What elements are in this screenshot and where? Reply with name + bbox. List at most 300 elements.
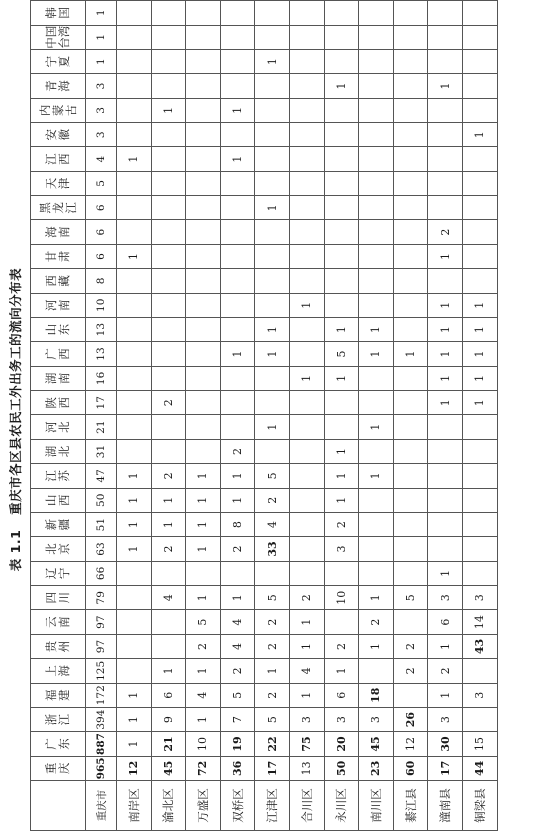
count-cell-guangxi: 1 (220, 342, 255, 366)
count-cell-hainan (393, 220, 428, 244)
count-cell-guizhou: 2 (255, 634, 290, 658)
migration-flow-table (30, 0, 498, 831)
count-cell-gansu (324, 244, 359, 268)
count-cell-yunnan: 1 (289, 610, 324, 634)
count-cell-ningxia (359, 49, 394, 73)
count-cell-qinghai: 3 (86, 74, 117, 98)
count-cell-xinjiang: 51 (86, 512, 117, 536)
count-cell-hainan (151, 220, 186, 244)
destination-label-line: 东 (57, 738, 71, 750)
count-cell-anhui (151, 123, 186, 147)
destination-label-line: 海 (44, 226, 58, 238)
table-row (359, 1, 394, 831)
count-cell-liaoning: 66 (86, 561, 117, 585)
count-cell-ningxia (220, 49, 255, 73)
count-cell-tianjin: 5 (86, 171, 117, 195)
count-cell-qinghai (220, 74, 255, 98)
destination-label-line: 陕 (44, 397, 58, 409)
count-cell-neimenggu (324, 98, 359, 122)
count-cell-fujian: 3 (462, 683, 497, 707)
count-cell-xizang (117, 269, 152, 293)
destination-label-line: 西 (57, 397, 71, 409)
count-cell-fujian: 18 (359, 683, 394, 707)
count-cell-neimenggu (186, 98, 221, 122)
count-cell-taiwan (255, 25, 290, 49)
count-cell-heilongjiang (324, 196, 359, 220)
count-cell-xizang (428, 269, 463, 293)
count-cell-korea (186, 1, 221, 26)
destination-label-line: 广 (44, 738, 58, 750)
count-cell-tianjin (462, 171, 497, 195)
count-cell-taiwan (117, 25, 152, 49)
count-cell-anhui (186, 123, 221, 147)
count-cell-hunan: 1 (428, 366, 463, 390)
destination-label-line: 湖 (44, 445, 58, 458)
count-cell-gansu (359, 244, 394, 268)
count-cell-qinghai: 1 (324, 74, 359, 98)
count-cell-hebei (428, 415, 463, 439)
count-cell-heilongjiang (359, 196, 394, 220)
count-cell-xinjiang: 1 (186, 512, 221, 536)
count-cell-chongqing: 50 (324, 756, 359, 780)
count-cell-shandong: 1 (324, 317, 359, 341)
count-cell-shanghai: 1 (255, 659, 290, 683)
count-cell-neimenggu (393, 98, 428, 122)
count-cell-hebei (186, 415, 221, 439)
count-cell-ningxia: 1 (86, 49, 117, 73)
count-cell-gansu: 1 (117, 244, 152, 268)
count-cell-shanghai: 1 (186, 659, 221, 683)
destination-header-taiwan (31, 25, 86, 49)
count-cell-shaanxi (255, 391, 290, 415)
count-cell-hebei (151, 415, 186, 439)
count-cell-korea (255, 1, 290, 26)
table-row (428, 1, 463, 831)
count-cell-zhejiang: 3 (289, 707, 324, 731)
count-cell-anhui: 1 (462, 123, 497, 147)
table-row (393, 1, 428, 831)
destination-header-zhejiang (31, 707, 86, 731)
count-cell-shanxi (359, 488, 394, 512)
count-cell-shanxi: 1 (220, 488, 255, 512)
count-cell-shaanxi (324, 391, 359, 415)
destination-header-sichuan (31, 586, 86, 610)
destination-label-line: 内 (37, 104, 52, 117)
destination-label-line: 江 (44, 470, 58, 482)
count-cell-guangdong: 20 (324, 732, 359, 756)
count-cell-xinjiang: 1 (151, 512, 186, 536)
count-cell-xinjiang (393, 512, 428, 536)
count-cell-shandong (117, 317, 152, 341)
count-cell-yunnan (117, 610, 152, 634)
count-cell-tianjin (324, 171, 359, 195)
destination-header-jiangxi (31, 147, 86, 171)
destination-label-line: 南 (57, 299, 71, 311)
count-cell-heilongjiang (393, 196, 428, 220)
destination-header-gansu (31, 244, 86, 268)
count-cell-tianjin (255, 171, 290, 195)
count-cell-ningxia (289, 49, 324, 73)
count-cell-hainan (324, 220, 359, 244)
count-cell-fujian: 2 (255, 683, 290, 707)
count-cell-taiwan (324, 25, 359, 49)
destination-header-tianjin (31, 171, 86, 195)
destination-label-line: 四 (44, 592, 58, 604)
count-cell-shanxi: 2 (255, 488, 290, 512)
count-cell-shanxi: 1 (324, 488, 359, 512)
count-cell-jiangxi: 1 (117, 147, 152, 171)
destination-label-line: 建 (57, 689, 71, 701)
count-cell-jiangxi (186, 147, 221, 171)
origin-district-label: 合川区 (289, 781, 324, 831)
count-cell-fujian: 6 (151, 683, 186, 707)
count-cell-hubei: 1 (324, 439, 359, 463)
count-cell-shanghai: 125 (86, 659, 117, 683)
count-cell-guangdong: 19 (220, 732, 255, 756)
count-cell-anhui (289, 123, 324, 147)
count-cell-taiwan (428, 25, 463, 49)
count-cell-taiwan (462, 25, 497, 49)
count-cell-fujian (393, 683, 428, 707)
count-cell-yunnan: 14 (462, 610, 497, 634)
origin-district-label: 綦江县 (393, 781, 428, 831)
count-cell-zhejiang: 1 (117, 707, 152, 731)
count-cell-neimenggu: 1 (220, 98, 255, 122)
count-cell-xizang (324, 269, 359, 293)
count-cell-chongqing: 45 (151, 756, 186, 780)
destination-label-line: 湖 (44, 372, 58, 385)
count-cell-sichuan: 5 (393, 586, 428, 610)
count-cell-ningxia (117, 49, 152, 73)
destination-label-line: 福 (44, 689, 58, 701)
count-cell-jiangxi (393, 147, 428, 171)
count-cell-chongqing: 12 (117, 756, 152, 780)
table-row (462, 1, 497, 831)
count-cell-sichuan: 4 (151, 586, 186, 610)
destination-label-line: 黑 (37, 202, 52, 214)
count-cell-shaanxi: 17 (86, 391, 117, 415)
count-cell-tianjin (151, 171, 186, 195)
count-cell-henan (186, 293, 221, 317)
count-cell-guangdong: 10 (186, 732, 221, 756)
count-cell-shanxi (428, 488, 463, 512)
destination-label-line: 江 (57, 713, 71, 726)
count-cell-tianjin (186, 171, 221, 195)
count-cell-neimenggu (255, 98, 290, 122)
destination-header-guangdong (31, 732, 86, 756)
count-cell-guizhou: 97 (86, 634, 117, 658)
count-cell-hainan (462, 220, 497, 244)
count-cell-chongqing: 13 (289, 756, 324, 780)
count-cell-yunnan: 4 (220, 610, 255, 634)
count-cell-xizang (462, 269, 497, 293)
count-cell-taiwan (289, 25, 324, 49)
destination-label-line: 夏 (57, 55, 71, 68)
count-cell-hebei (117, 415, 152, 439)
destination-label-line: 疆 (57, 518, 71, 531)
destination-label-line: 国 (57, 7, 71, 19)
count-cell-jiangxi (324, 147, 359, 171)
count-cell-liaoning (393, 561, 428, 585)
destination-header-beijing (31, 537, 86, 561)
destination-label-line: 西 (57, 494, 71, 506)
count-cell-liaoning: 1 (428, 561, 463, 585)
count-cell-guangxi (117, 342, 152, 366)
count-cell-henan (324, 293, 359, 317)
destination-header-xizang (31, 269, 86, 293)
count-cell-beijing (462, 537, 497, 561)
count-cell-neimenggu (117, 98, 152, 122)
count-cell-sichuan: 1 (359, 586, 394, 610)
count-cell-hubei (359, 439, 394, 463)
count-cell-heilongjiang: 1 (255, 196, 290, 220)
count-cell-qinghai (393, 74, 428, 98)
count-cell-yunnan (393, 610, 428, 634)
count-cell-liaoning (117, 561, 152, 585)
count-cell-guangxi: 1 (462, 342, 497, 366)
count-cell-henan: 10 (86, 293, 117, 317)
count-cell-jiangxi: 4 (86, 147, 117, 171)
count-cell-heilongjiang: 6 (86, 196, 117, 220)
count-cell-guangxi (289, 342, 324, 366)
count-cell-gansu (393, 244, 428, 268)
count-cell-shanxi (462, 488, 497, 512)
count-cell-xinjiang (428, 512, 463, 536)
destination-label-line: 重 (44, 762, 58, 775)
count-cell-guizhou: 43 (462, 634, 497, 658)
count-cell-shandong: 1 (428, 317, 463, 341)
destination-header-ningxia (31, 49, 86, 73)
count-cell-xizang: 8 (86, 269, 117, 293)
count-cell-neimenggu (359, 98, 394, 122)
count-cell-shanghai (359, 659, 394, 683)
count-cell-chongqing: 44 (462, 756, 497, 780)
count-cell-guangdong: 887 (86, 732, 117, 756)
count-cell-zhejiang: 3 (428, 707, 463, 731)
table-caption (6, 0, 26, 839)
count-cell-shandong: 1 (359, 317, 394, 341)
count-cell-xinjiang: 2 (324, 512, 359, 536)
count-cell-henan (117, 293, 152, 317)
count-cell-taiwan (393, 25, 428, 49)
count-cell-guangxi: 1 (255, 342, 290, 366)
destination-header-guizhou (31, 634, 86, 658)
destination-header-neimenggu (31, 98, 86, 122)
count-cell-shaanxi (359, 391, 394, 415)
count-cell-jiangsu: 2 (151, 464, 186, 488)
count-cell-anhui (428, 123, 463, 147)
count-cell-jiangxi (359, 147, 394, 171)
destination-label-line: 肃 (57, 250, 71, 263)
count-cell-beijing: 2 (151, 537, 186, 561)
count-cell-xizang (289, 269, 324, 293)
count-cell-yunnan: 2 (255, 610, 290, 634)
count-cell-shanxi (393, 488, 428, 512)
count-cell-hunan (255, 366, 290, 390)
count-cell-zhejiang: 3 (359, 707, 394, 731)
count-cell-shaanxi: 1 (462, 391, 497, 415)
count-cell-xinjiang: 8 (220, 512, 255, 536)
total-row (86, 1, 117, 831)
count-cell-yunnan: 5 (186, 610, 221, 634)
count-cell-jiangsu (289, 464, 324, 488)
count-cell-hebei (220, 415, 255, 439)
count-cell-guangdong: 30 (428, 732, 463, 756)
count-cell-ningxia (324, 49, 359, 73)
destination-label-line: 青 (44, 80, 58, 92)
count-cell-zhejiang (462, 707, 497, 731)
count-cell-shanxi: 1 (117, 488, 152, 512)
destination-label-line: 韩 (44, 7, 58, 19)
count-cell-anhui (393, 123, 428, 147)
destination-header-liaoning (31, 561, 86, 585)
table-row (255, 1, 290, 831)
destination-label-line: 西 (57, 153, 71, 165)
destination-header-chongqing (31, 756, 86, 780)
count-cell-anhui (220, 123, 255, 147)
count-cell-tianjin (289, 171, 324, 195)
count-cell-korea (359, 1, 394, 26)
count-cell-hainan: 6 (86, 220, 117, 244)
destination-label-line: 北 (57, 421, 71, 433)
count-cell-shaanxi (186, 391, 221, 415)
destination-label-line: 河 (44, 299, 58, 311)
count-cell-qinghai (289, 74, 324, 98)
destination-label-line: 贵 (44, 640, 58, 653)
count-cell-yunnan (151, 610, 186, 634)
count-cell-qinghai (255, 74, 290, 98)
count-cell-henan (255, 293, 290, 317)
count-cell-taiwan (186, 25, 221, 49)
destination-label-line: 上 (44, 665, 58, 677)
count-cell-jiangxi: 1 (220, 147, 255, 171)
count-cell-anhui (117, 123, 152, 147)
count-cell-fujian: 1 (428, 683, 463, 707)
count-cell-jiangsu: 1 (220, 464, 255, 488)
count-cell-shanxi: 50 (86, 488, 117, 512)
origin-district-label: 南岸区 (117, 781, 152, 831)
count-cell-sichuan: 1 (220, 586, 255, 610)
count-cell-sichuan: 2 (289, 586, 324, 610)
count-cell-beijing: 2 (220, 537, 255, 561)
count-cell-qinghai (151, 74, 186, 98)
count-cell-hebei (289, 415, 324, 439)
count-cell-guangdong: 75 (289, 732, 324, 756)
count-cell-taiwan (220, 25, 255, 49)
destination-label-line: 江 (63, 202, 78, 214)
destination-header-guangxi (31, 342, 86, 366)
destination-label-line: 南 (57, 616, 71, 628)
destination-label-line: 西 (57, 348, 71, 360)
count-cell-liaoning (255, 561, 290, 585)
destination-header-hebei (31, 415, 86, 439)
count-cell-henan: 1 (289, 293, 324, 317)
count-cell-guangdong: 21 (151, 732, 186, 756)
count-cell-liaoning (462, 561, 497, 585)
count-cell-hainan (220, 220, 255, 244)
count-cell-hunan: 1 (462, 366, 497, 390)
destination-label-line: 河 (44, 421, 58, 433)
count-cell-neimenggu (462, 98, 497, 122)
count-cell-korea (324, 1, 359, 26)
count-cell-hainan (255, 220, 290, 244)
table-row (324, 1, 359, 831)
count-cell-qinghai (117, 74, 152, 98)
count-cell-tianjin (359, 171, 394, 195)
count-cell-guizhou (117, 634, 152, 658)
header-row (31, 1, 86, 831)
count-cell-ningxia (462, 49, 497, 73)
count-cell-xizang (186, 269, 221, 293)
count-cell-jiangsu: 1 (324, 464, 359, 488)
count-cell-korea: 1 (86, 1, 117, 26)
count-cell-beijing: 63 (86, 537, 117, 561)
count-cell-zhejiang: 1 (186, 707, 221, 731)
count-cell-korea (428, 1, 463, 26)
destination-header-shaanxi (31, 391, 86, 415)
destination-header-heilongjiang (31, 196, 86, 220)
count-cell-guangdong: 22 (255, 732, 290, 756)
count-cell-anhui: 3 (86, 123, 117, 147)
destination-header-korea (31, 1, 86, 26)
count-cell-heilongjiang (289, 196, 324, 220)
destination-label-line: 北 (57, 445, 71, 458)
count-cell-chongqing: 17 (428, 756, 463, 780)
count-cell-shaanxi (289, 391, 324, 415)
count-cell-shaanxi (117, 391, 152, 415)
count-cell-neimenggu (289, 98, 324, 122)
count-cell-xizang (359, 269, 394, 293)
count-cell-korea (117, 1, 152, 26)
origin-district-label: 渝北区 (151, 781, 186, 831)
count-cell-jiangsu (393, 464, 428, 488)
count-cell-sichuan (117, 586, 152, 610)
destination-label-line: 南 (57, 372, 71, 385)
count-cell-hubei (428, 439, 463, 463)
count-cell-zhejiang: 7 (220, 707, 255, 731)
count-cell-jiangxi (255, 147, 290, 171)
count-cell-fujian: 172 (86, 683, 117, 707)
count-cell-chongqing: 60 (393, 756, 428, 780)
count-cell-hebei: 1 (255, 415, 290, 439)
destination-label-line: 辽 (44, 567, 58, 580)
count-cell-xinjiang (359, 512, 394, 536)
destination-header-hubei (31, 439, 86, 463)
count-cell-hainan (117, 220, 152, 244)
count-cell-shandong: 1 (462, 317, 497, 341)
count-cell-shanghai: 4 (289, 659, 324, 683)
count-cell-ningxia (428, 49, 463, 73)
count-cell-beijing: 1 (117, 537, 152, 561)
table-title: 重庆市各区县农民工外出务工的流向分布表 (8, 267, 23, 515)
count-cell-zhejiang: 9 (151, 707, 186, 731)
count-cell-guizhou: 4 (220, 634, 255, 658)
count-cell-neimenggu (428, 98, 463, 122)
destination-label-line: 龙 (50, 202, 65, 214)
destination-label-line: 甘 (44, 250, 58, 263)
count-cell-fujian: 1 (289, 683, 324, 707)
count-cell-liaoning (220, 561, 255, 585)
count-cell-chongqing: 36 (220, 756, 255, 780)
count-cell-jiangsu: 1 (186, 464, 221, 488)
count-cell-guangxi: 1 (359, 342, 394, 366)
count-cell-xizang (393, 269, 428, 293)
count-cell-jiangsu (462, 464, 497, 488)
count-cell-sichuan: 79 (86, 586, 117, 610)
count-cell-guangxi (186, 342, 221, 366)
count-cell-shanghai (462, 659, 497, 683)
count-cell-fujian: 6 (324, 683, 359, 707)
